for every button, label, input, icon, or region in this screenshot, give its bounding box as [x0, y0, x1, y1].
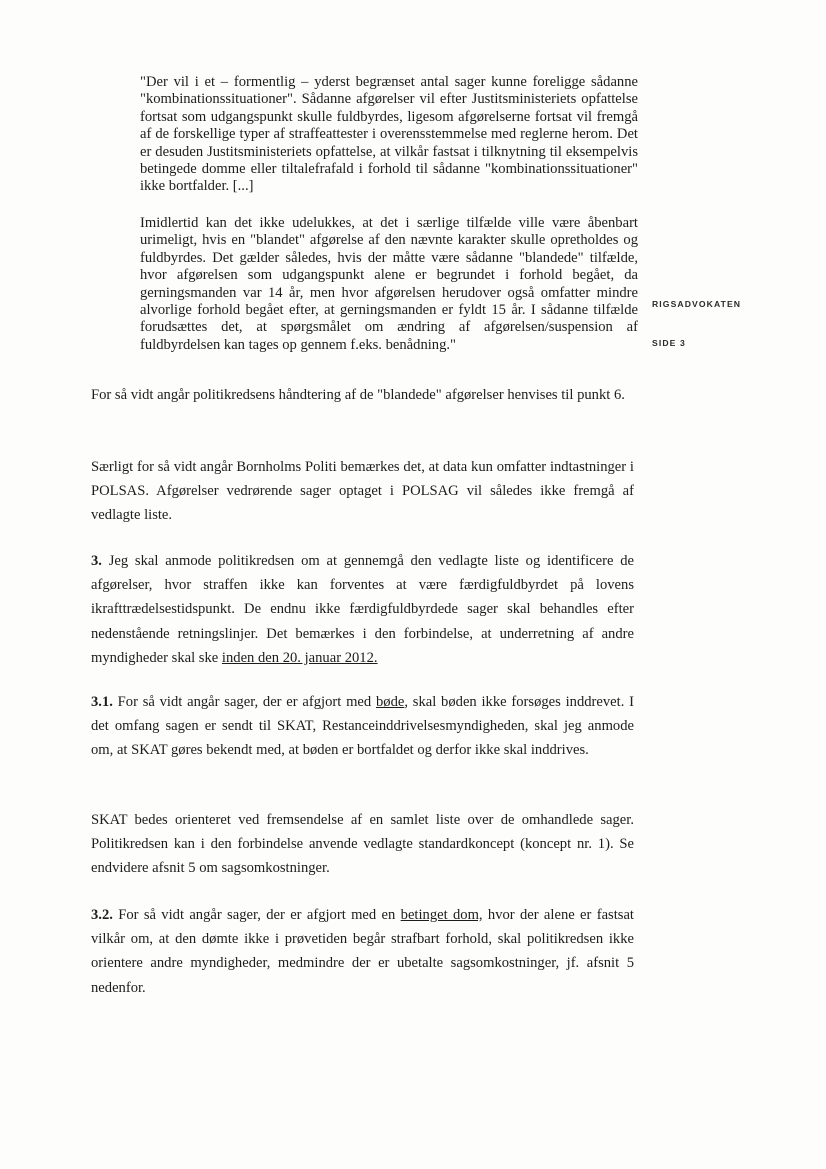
sidebar-org-name: RIGSADVOKATEN [652, 299, 742, 309]
paragraph-text: For så vidt angår politikredsens håndtering af de "blandede" afgørelser henvises til punkt 6. [91, 387, 625, 403]
paragraph-section-3 [91, 549, 634, 670]
paragraph-text [91, 690, 634, 763]
paragraph-section-3-1 [91, 690, 634, 763]
section-text: Jeg skal anmode politikredsen om at gennemgå den vedlagte liste og identificere de afgørelser, hvor straffen ikke kan forventes at være færdigfuldbyrdet på lovens ikrafttrædelsestidspunkt. De endnu ikke færdigfuldbyrdede sager skal behandles efter nedenstående retningslinjer. Det bemærkes i den forbindelse, at underretning af andre myndigheder skal ske [91, 553, 634, 666]
bode-underlined: bøde [375, 694, 405, 710]
paragraph-section-3-2 [91, 903, 634, 1000]
section-number: 3. [91, 553, 102, 569]
paragraph-text: Særligt for så vidt angår Bornholms Politi bemærkes det, at data kun omfatter indtastninger i POLSAS. Afgørelser vedrørende sager optaget i POLSAG vil således ikke fremgå af vedlagte liste. [91, 459, 634, 524]
sidebar-page-number: SIDE 3 [652, 338, 686, 348]
quote-paragraph-1 [140, 74, 638, 196]
quote-text-1: "Der vil i et – formentlig – yderst begrænset antal sager kunne foreligge sådanne "kombinationssituationer". Sådanne afgørelser vil efter Justitsministeriets opfattelse fortsat som udgangspunkt skulle fuldbyrdes, ligesom afgørelserne fortsat vil fremgå af de forskellige typer af straffeattester i overensstemmelse med reglerne herom. Det er desuden Justitsministeriets opfattelse, at vilkår fastsat i tilknytning til eksempelvis betingede domme eller tiltalefrafald i forhold til sådanne "kombinationssituationer" ikke bortfalder. [...] [140, 74, 638, 195]
section-text-continued: hvor der alene er fastsat vilkår om, at den dømte ikke i prøvetiden begår strafbart forhold, skal politikredsen ikke orientere andre myndigheder, medmindre der er ubetalte sagsomkostninger, jf. afsnit 5 nedenfor. [91, 907, 634, 996]
paragraph-text: SKAT bedes orienteret ved fremsendelse af en samlet liste over de omhandlede sager. Politikredsen kan i den forbindelse anvende vedlagte standardkoncept (koncept nr. 1). Se endvidere afsnit 5 om sagsomkostninger. [91, 812, 634, 877]
section-text-continued: , skal bøden ikke forsøges inddrevet. I det omfang sagen er sendt til SKAT, Restanceinddrivelsesmyndigheden, skal jeg anmode om, at SKAT gøres bekendt med, at bøden er bortfaldet og derfor ikke skal inddrives. [91, 694, 634, 759]
paragraph-blandede-afgorelser [91, 383, 634, 407]
section-text: For så vidt angår sager, der er afgjort med [112, 694, 376, 710]
quote-paragraph-2 [140, 215, 638, 354]
quote-text-2: Imidlertid kan det ikke udelukkes, at det i særlige tilfælde ville være åbenbart urimeligt, hvis en "blandet" afgørelse af den nævnte karakter skulle opretholdes og fuldbyrdes. Det gælder således, hvis der måtte være sådanne "blandede" tilfælde, hvor afgørelsen som udgangspunkt alene er begrundet i forhold begået, da gerningsmanden var 14 år, men hvor afgørelsen herudover også omfatter mindre alvorlige forhold begået efter, at gerningsmanden er fyldt 15 år. I sådanne tilfælde forudsættes det, at spørgsmålet om ændring af afgørelsen/suspension af fuldbyrdelsen kan tages op gennem f.eks. benådning." [140, 215, 638, 353]
section-text: For så vidt angår sager, der er afgjort med en [112, 907, 401, 923]
paragraph-text [91, 903, 634, 1000]
paragraph-bornholm [91, 455, 634, 528]
section-number: 3.1. [91, 694, 113, 710]
betinget-dom-underlined: betinget dom, [400, 907, 483, 923]
deadline-underlined: inden den 20. januar 2012. [221, 649, 378, 666]
section-number: 3.2. [91, 907, 113, 923]
paragraph-text [91, 549, 634, 670]
paragraph-skat [91, 808, 634, 881]
